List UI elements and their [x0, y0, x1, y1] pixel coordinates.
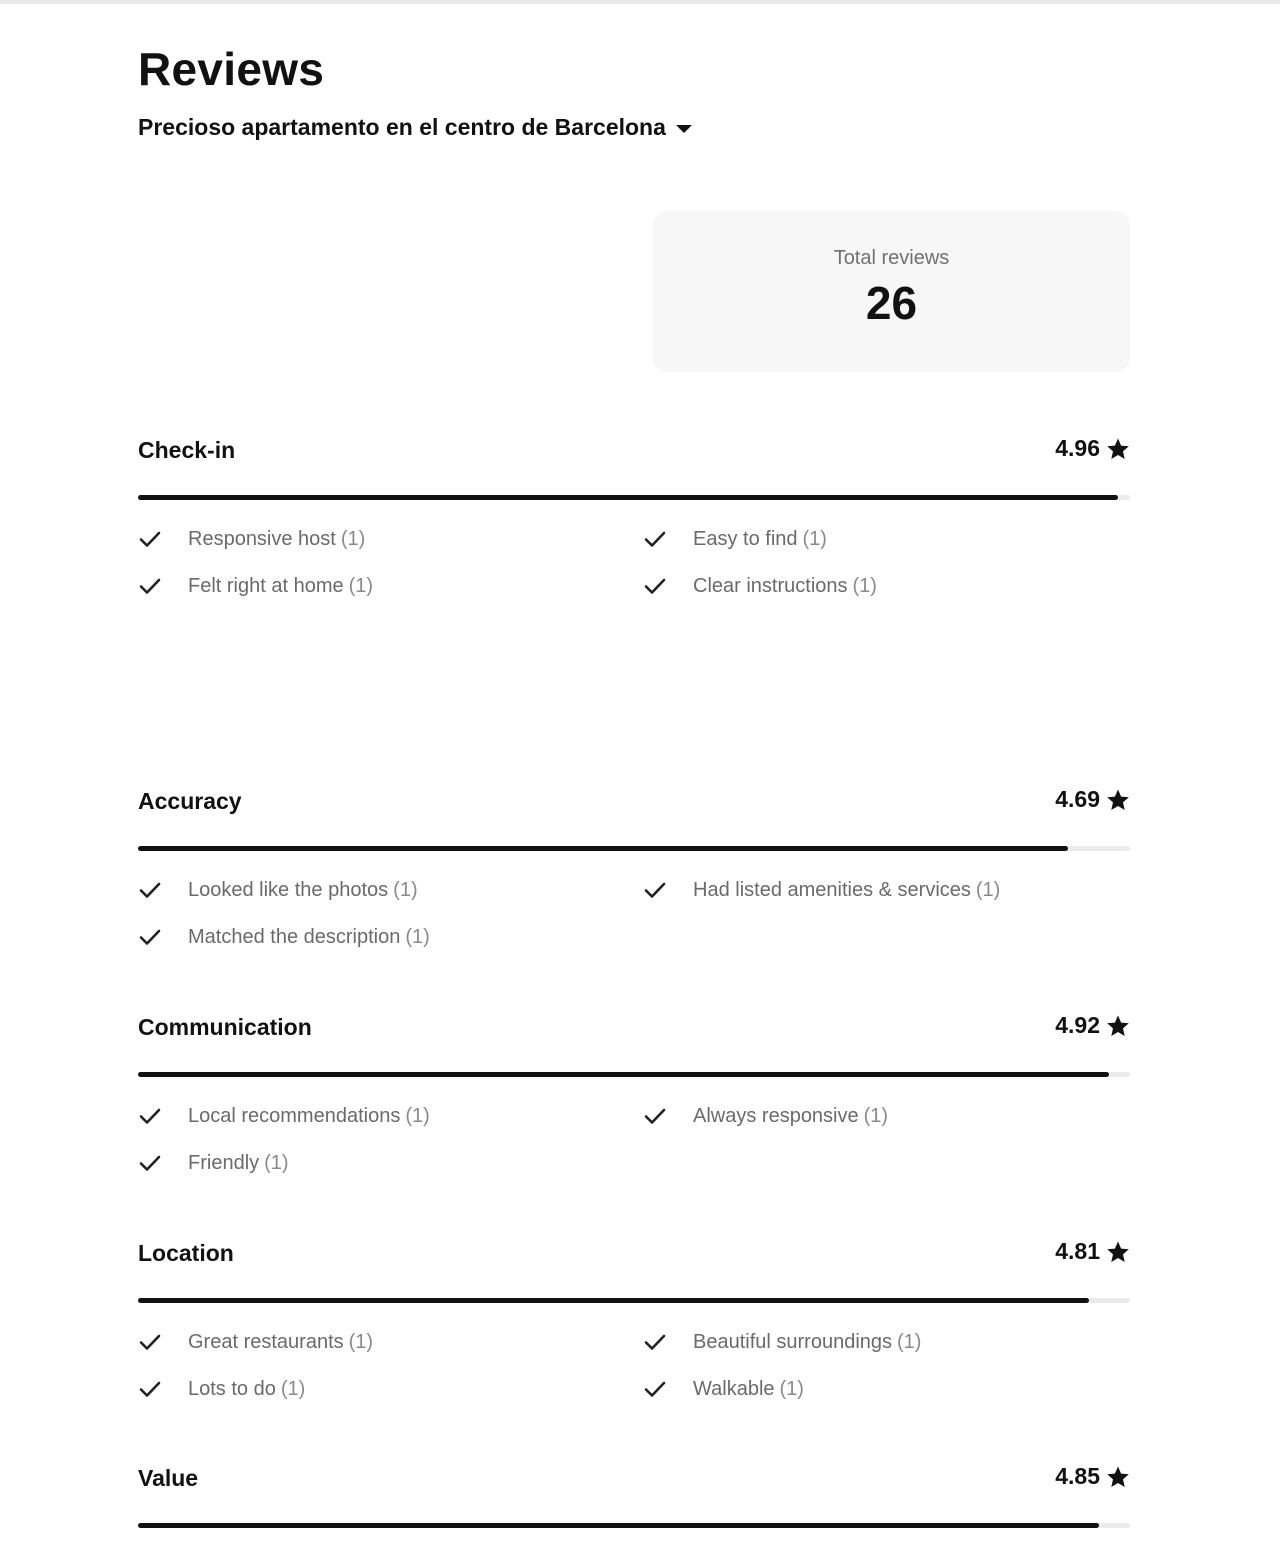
checkmark-icon	[138, 1330, 162, 1354]
review-tag	[138, 525, 643, 553]
checkmark-icon	[138, 1151, 162, 1175]
category-score	[1055, 786, 1130, 813]
category-score	[1055, 1463, 1130, 1490]
review-tag-label: Always responsive	[693, 1104, 859, 1127]
rating-bar-fill	[138, 1298, 1089, 1303]
review-tag-count: (1)	[348, 1330, 374, 1353]
rating-bar-track	[138, 495, 1130, 500]
checkmark-icon	[138, 574, 162, 598]
review-tag-count: (1)	[405, 925, 430, 948]
rating-bar-fill	[138, 1072, 1109, 1077]
checkmark-icon	[643, 1377, 667, 1401]
review-tag	[643, 876, 1130, 904]
checkmark-icon	[138, 925, 162, 949]
category-tags	[138, 1328, 1130, 1403]
review-tag-count: (1)	[897, 1330, 922, 1353]
category-tags	[138, 876, 1130, 951]
category-score-value: 4.85	[1055, 1463, 1100, 1489]
review-tag-count: (1)	[280, 1377, 306, 1400]
star-icon	[1106, 1240, 1130, 1264]
review-tag-count: (1)	[340, 527, 366, 550]
rating-category	[138, 1461, 1130, 1495]
star-icon	[1106, 788, 1130, 812]
review-tag-label: Clear instructions	[693, 574, 848, 597]
category-score-value: 4.96	[1055, 435, 1100, 461]
review-tag	[643, 1375, 1130, 1403]
review-tag-label: Easy to find	[693, 527, 798, 550]
review-tag-label: Walkable	[693, 1377, 775, 1400]
category-name: Communication	[138, 1014, 312, 1040]
rating-bar-fill	[138, 1523, 1099, 1528]
total-reviews-value: 26	[865, 277, 918, 329]
review-tag-count: (1)	[863, 1104, 889, 1127]
review-tag-count: (1)	[852, 574, 877, 597]
review-tag-count: (1)	[975, 878, 1001, 901]
review-tag-label: Matched the description	[188, 925, 401, 948]
checkmark-icon	[138, 1377, 162, 1401]
review-tag-label: Had listed amenities & services	[693, 878, 971, 901]
review-tag-label: Looked like the photos	[188, 878, 389, 901]
review-tag	[138, 572, 643, 600]
category-score	[1055, 1238, 1130, 1265]
category-name: Accuracy	[138, 788, 242, 814]
rating-bar-track	[138, 1523, 1130, 1528]
review-tag	[643, 572, 1130, 600]
rating-bar-fill	[138, 495, 1118, 500]
top-divider	[0, 0, 1280, 4]
star-icon	[1106, 1014, 1130, 1038]
category-header	[138, 784, 1130, 818]
checkmark-icon	[138, 527, 162, 551]
rating-bar-fill	[138, 846, 1068, 851]
category-header	[138, 1236, 1130, 1270]
category-score-value: 4.81	[1055, 1238, 1100, 1264]
category-score-value: 4.92	[1055, 1012, 1100, 1038]
category-score-value: 4.69	[1055, 786, 1100, 812]
review-tag-label: Great restaurants	[188, 1330, 344, 1353]
category-name: Location	[138, 1240, 234, 1266]
review-tag	[138, 1328, 643, 1356]
review-tag	[138, 1102, 643, 1130]
review-tag-count: (1)	[393, 878, 418, 901]
review-tag-label: Local recommendations	[188, 1104, 401, 1127]
review-tag-count: (1)	[264, 1151, 289, 1174]
review-tag	[138, 876, 643, 904]
review-tag	[643, 1328, 1130, 1356]
listing-dropdown[interactable]	[138, 114, 692, 141]
review-tag	[643, 1102, 1130, 1130]
review-tag	[643, 525, 1130, 553]
rating-category	[138, 433, 1130, 597]
rating-bar-track	[138, 1072, 1130, 1077]
review-tag-count: (1)	[348, 574, 374, 597]
checkmark-icon	[643, 1330, 667, 1354]
category-score	[1055, 1012, 1130, 1039]
category-score	[1055, 435, 1130, 462]
checkmark-icon	[643, 574, 667, 598]
review-tag-label: Responsive host	[188, 527, 336, 550]
star-icon	[1106, 437, 1130, 461]
checkmark-icon	[643, 878, 667, 902]
category-header	[138, 433, 1130, 467]
rating-bar-track	[138, 1298, 1130, 1303]
checkmark-icon	[138, 878, 162, 902]
rating-bar-track	[138, 846, 1130, 851]
review-tag	[138, 1149, 643, 1177]
review-tag-label: Felt right at home	[188, 574, 344, 597]
category-header	[138, 1010, 1130, 1044]
rating-category	[138, 784, 1130, 948]
category-tags	[138, 1102, 1130, 1177]
rating-category	[138, 1010, 1130, 1174]
checkmark-icon	[643, 1104, 667, 1128]
total-reviews-label: Total reviews	[833, 247, 950, 269]
page-title: Reviews	[138, 43, 325, 95]
checkmark-icon	[643, 527, 667, 551]
review-tag-count: (1)	[405, 1104, 430, 1127]
review-tag-label: Lots to do	[188, 1377, 276, 1400]
caret-down-icon	[676, 125, 692, 133]
listing-name: Precioso apartamento en el centro de Barcelona	[138, 114, 666, 140]
review-tag-label: Friendly	[188, 1151, 260, 1174]
star-icon	[1106, 1465, 1130, 1489]
review-tag-count: (1)	[802, 527, 827, 550]
total-reviews-card	[653, 211, 1130, 372]
checkmark-icon	[138, 1104, 162, 1128]
review-tag-label: Beautiful surroundings	[693, 1330, 893, 1353]
category-tags	[138, 525, 1130, 600]
category-name: Value	[138, 1465, 199, 1491]
review-tag	[138, 1375, 643, 1403]
category-header	[138, 1461, 1130, 1495]
review-tag	[138, 923, 643, 951]
rating-category	[138, 1236, 1130, 1400]
review-tag-count: (1)	[779, 1377, 804, 1400]
category-name: Check-in	[138, 437, 236, 463]
